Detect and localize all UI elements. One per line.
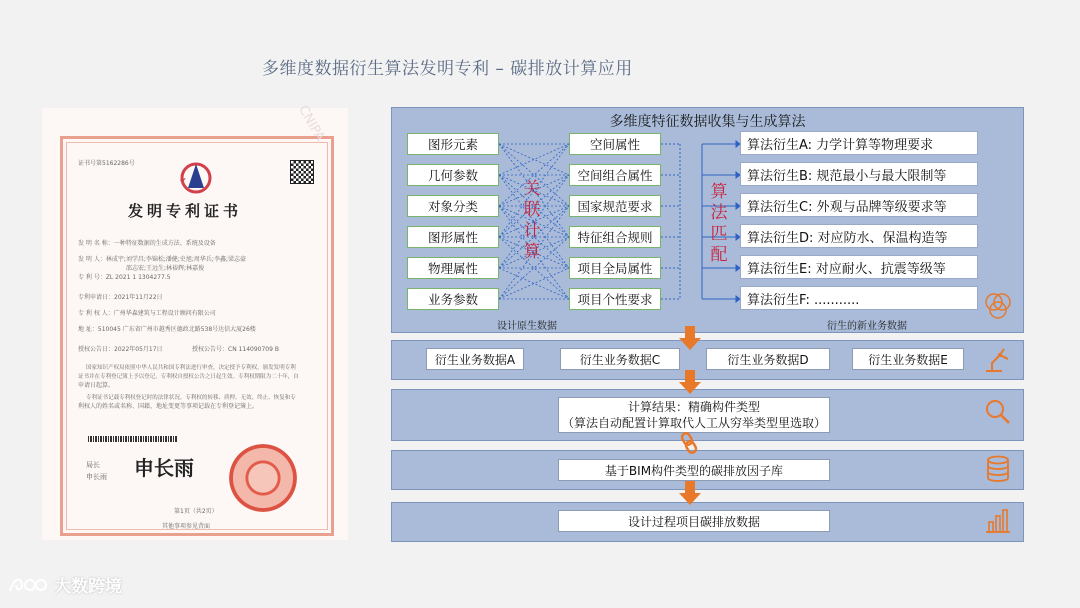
certificate-watermark: CNIPA <box>295 103 328 144</box>
director-label: 局长 <box>86 461 100 469</box>
source-field-item: 图形属性 <box>407 226 499 248</box>
algorithm-derivation-item: 算法衍生B: 规范最小与最大限制等 <box>740 162 978 186</box>
cert-body-line-4: 专利证书记载专利权登记时的法律状况。专利权的转移、质押、无效、终止、恢复和专 <box>86 394 296 401</box>
derived-data-e: 衍生业务数据E <box>852 348 964 370</box>
cert-page-label: 第1页（共2页） <box>174 508 218 515</box>
chain-link-icon <box>680 431 698 455</box>
bar-chart-icon <box>982 504 1014 536</box>
source-field-item: 对象分类 <box>407 195 499 217</box>
derived-business-data-label: 衍生的新业务数据 <box>827 321 907 332</box>
calc-result-box <box>558 397 830 433</box>
cert-address: 地 址：510045 广东省广州市越秀区德政北路538号达信大厦26楼 <box>78 326 256 333</box>
brand-name: 大数跨境 <box>54 577 122 597</box>
flow-arrow-down-icon <box>679 481 701 505</box>
venn-circles-icon <box>982 290 1014 322</box>
design-native-data-label: 设计原生数据 <box>497 321 557 332</box>
director-name: 申长雨 <box>86 473 107 481</box>
cert-filing-date: 专利申请日：2021年11月22日 <box>78 294 163 301</box>
source-field-item: 业务参数 <box>407 288 499 310</box>
flow-arrow-down-icon <box>679 326 701 350</box>
cert-patentee: 专 利 权 人：广州华森建筑与工程设计顾问有限公司 <box>78 310 216 317</box>
factor-library-box: 基于BIM构件类型的碳排放因子库 <box>558 459 830 481</box>
association-calc-label: 关联计算 <box>523 179 541 262</box>
calc-result-note: （算法自动配置计算取代人工从穷举类型里选取） <box>561 416 826 430</box>
algorithm-derivation-item: 算法衍生E: 对应耐火、抗震等级等 <box>740 255 978 279</box>
flow-arrow-down-icon <box>679 370 701 394</box>
attribute-item: 空间属性 <box>569 133 661 155</box>
attribute-item: 空间组合属性 <box>569 164 661 186</box>
source-field-item: 几何参数 <box>407 164 499 186</box>
cert-footer: 其他事项参见背面 <box>162 523 211 530</box>
page-title: 多维度数据衍生算法发明专利 – 碳排放计算应用 <box>262 59 633 79</box>
certificate-heading: 发明专利证书 <box>128 202 243 220</box>
algorithm-derivation-item: 算法衍生A: 力学计算等物理要求 <box>740 131 978 155</box>
cert-grant-date: 授权公告日：2022年05月17日 <box>78 346 163 353</box>
algorithm-match-label: 算法匹配 <box>710 182 728 265</box>
robot-arm-icon <box>982 343 1014 375</box>
cert-patent-number: 专 利 号：ZL 2021 1 1304277.5 <box>78 274 171 281</box>
cert-body-line-2: 证书并在专利登记簿上予以登记。专利权自授权公告之日起生效。专利权期限为二十年，自 <box>78 373 299 380</box>
algorithm-derivation-item: 算法衍生D: 对应防水、保温构造等 <box>740 224 978 248</box>
calc-result-title: 计算结果：精确构件类型 <box>627 400 760 414</box>
magnifier-icon <box>982 396 1014 428</box>
certificate-number: 证书号第5162286号 <box>78 160 135 167</box>
algorithm-derivation-item: 算法衍生F: ........... <box>740 286 978 310</box>
director-signature: 申长雨 <box>134 456 194 480</box>
derived-data-c: 衍生业务数据C <box>560 348 680 370</box>
panel-title: 多维度特征数据收集与生成算法 <box>609 114 806 130</box>
cert-body-line-5: 利权人的姓名或名称、国籍、地址变更等事项记载在专利登记簿上。 <box>78 403 259 410</box>
brand-watermark <box>8 572 122 597</box>
attribute-item: 项目全局属性 <box>569 257 661 279</box>
derived-data-a: 衍生业务数据A <box>426 348 524 370</box>
database-icon <box>982 453 1014 485</box>
cert-inventors-cont: 邵志宏;王远生;林裕辉;林嘉俊 <box>126 265 205 272</box>
cert-body-line-1: 国家知识产权局依照中华人民共和国专利法进行审查，决定授予专利权，颁发发明专利 <box>86 364 296 371</box>
brand-logo-icon <box>8 575 48 595</box>
cert-body-line-3: 申请日起算。 <box>78 382 115 389</box>
algorithm-derivation-item: 算法衍生C: 外观与品牌等级要求等 <box>740 193 978 217</box>
attribute-item: 特征组合规则 <box>569 226 661 248</box>
cert-invention-name: 发 明 名 称：一种特征数据的生成方法、系统及设备 <box>78 240 216 247</box>
source-field-item: 物理属性 <box>407 257 499 279</box>
cert-grant-number: 授权公告号：CN 114090709 B <box>192 346 279 353</box>
cert-inventors: 发 明 人：林成宇;刘学昌;李锦松;潘健;史旭;周华兵;李鑫;梁志豪 <box>78 256 246 263</box>
attribute-item: 项目个性要求 <box>569 288 661 310</box>
emission-data-box: 设计过程项目碳排放数据 <box>558 510 830 532</box>
source-field-item: 图形元素 <box>407 133 499 155</box>
derived-data-d: 衍生业务数据D <box>706 348 830 370</box>
attribute-item: 国家规范要求 <box>569 195 661 217</box>
